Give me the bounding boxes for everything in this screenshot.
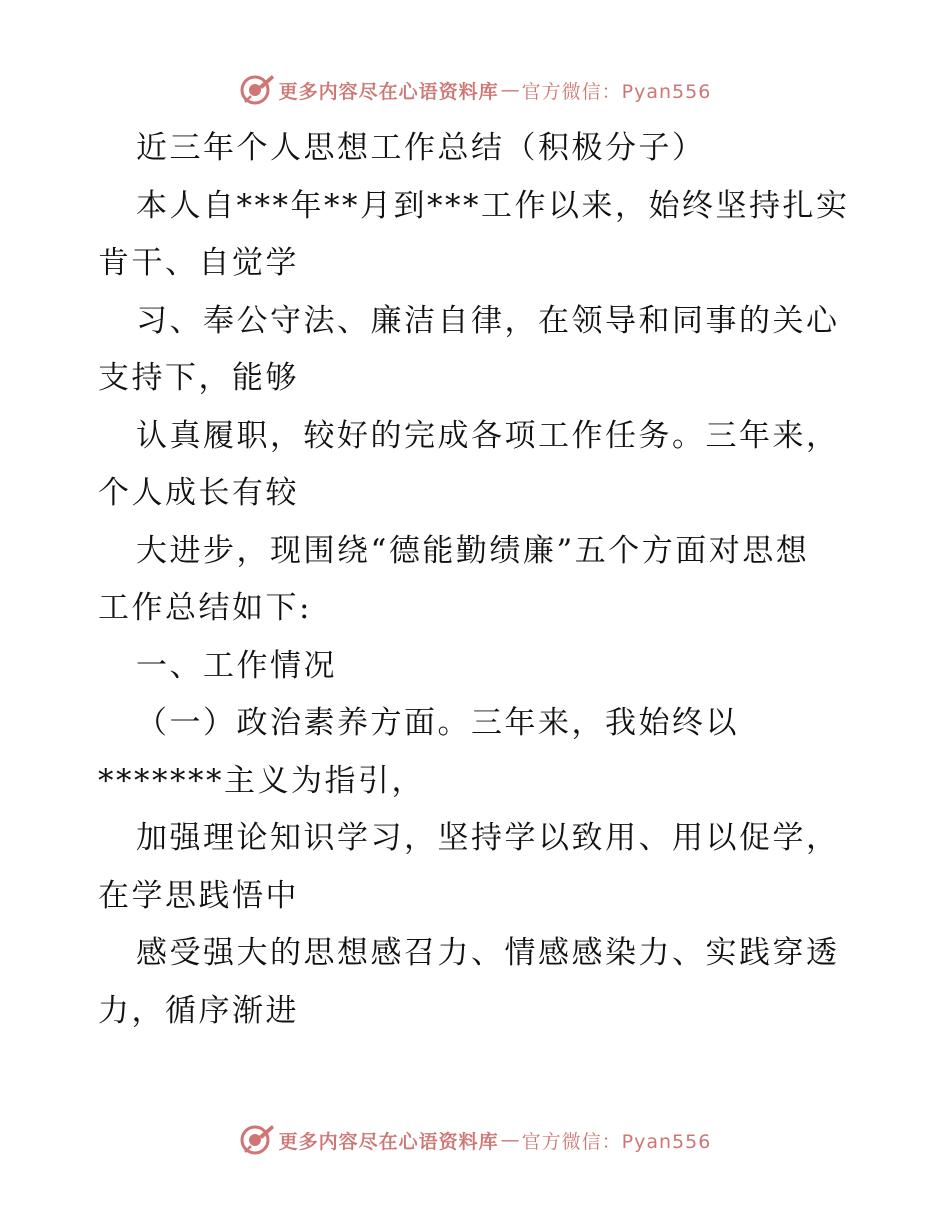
- footer-watermark: [0, 1122, 950, 1158]
- pen-circle-logo-icon: [239, 1122, 275, 1158]
- watermark-contact: 官方微信：Pyan556: [521, 80, 712, 103]
- watermark-dash: —: [500, 79, 520, 101]
- paragraph-line: 支持下，能够: [98, 360, 299, 396]
- paragraph-line: 力，循序渐进: [98, 992, 299, 1029]
- subsection-heading: （一）政治素养方面。三年来，我始终以: [136, 705, 739, 741]
- section-heading: 一、工作情况: [136, 647, 337, 684]
- watermark-dash: —: [500, 1129, 520, 1151]
- paragraph-line: 大进步，现围绕“德能勤绩廉”五个方面对思想: [136, 532, 810, 569]
- paragraph-line: 肯干、自觉学: [98, 245, 299, 281]
- watermark-brand: 更多内容尽在心语资料库: [278, 1130, 499, 1153]
- header-watermark: [0, 72, 950, 108]
- watermark-brand: 更多内容尽在心语资料库: [278, 80, 499, 103]
- document-body: [98, 120, 856, 1040]
- paragraph-line: 工作总结如下:: [98, 590, 312, 626]
- paragraph-line: 加强理论知识学习，坚持学以致用、用以促学，: [136, 820, 840, 856]
- document-title: 近三年个人思想工作总结（积极分子）: [136, 130, 706, 166]
- pen-circle-logo-icon: [239, 72, 275, 108]
- paragraph-line: *******主义为指引，: [98, 762, 425, 799]
- watermark-contact: 官方微信：Pyan556: [521, 1130, 712, 1153]
- paragraph-line: 感受强大的思想感召力、情感感染力、实践穿透: [136, 935, 840, 971]
- paragraph-line: 个人成长有较: [98, 475, 299, 511]
- paragraph-line: 习、奉公守法、廉洁自律，在领导和同事的关心: [136, 302, 840, 339]
- paragraph-line: 本人自***年**月到***工作以来，始终坚持扎实: [136, 187, 850, 224]
- paragraph-line: 在学思践悟中: [98, 877, 299, 914]
- paragraph-line: 认真履职，较好的完成各项工作任务。三年来，: [136, 417, 840, 454]
